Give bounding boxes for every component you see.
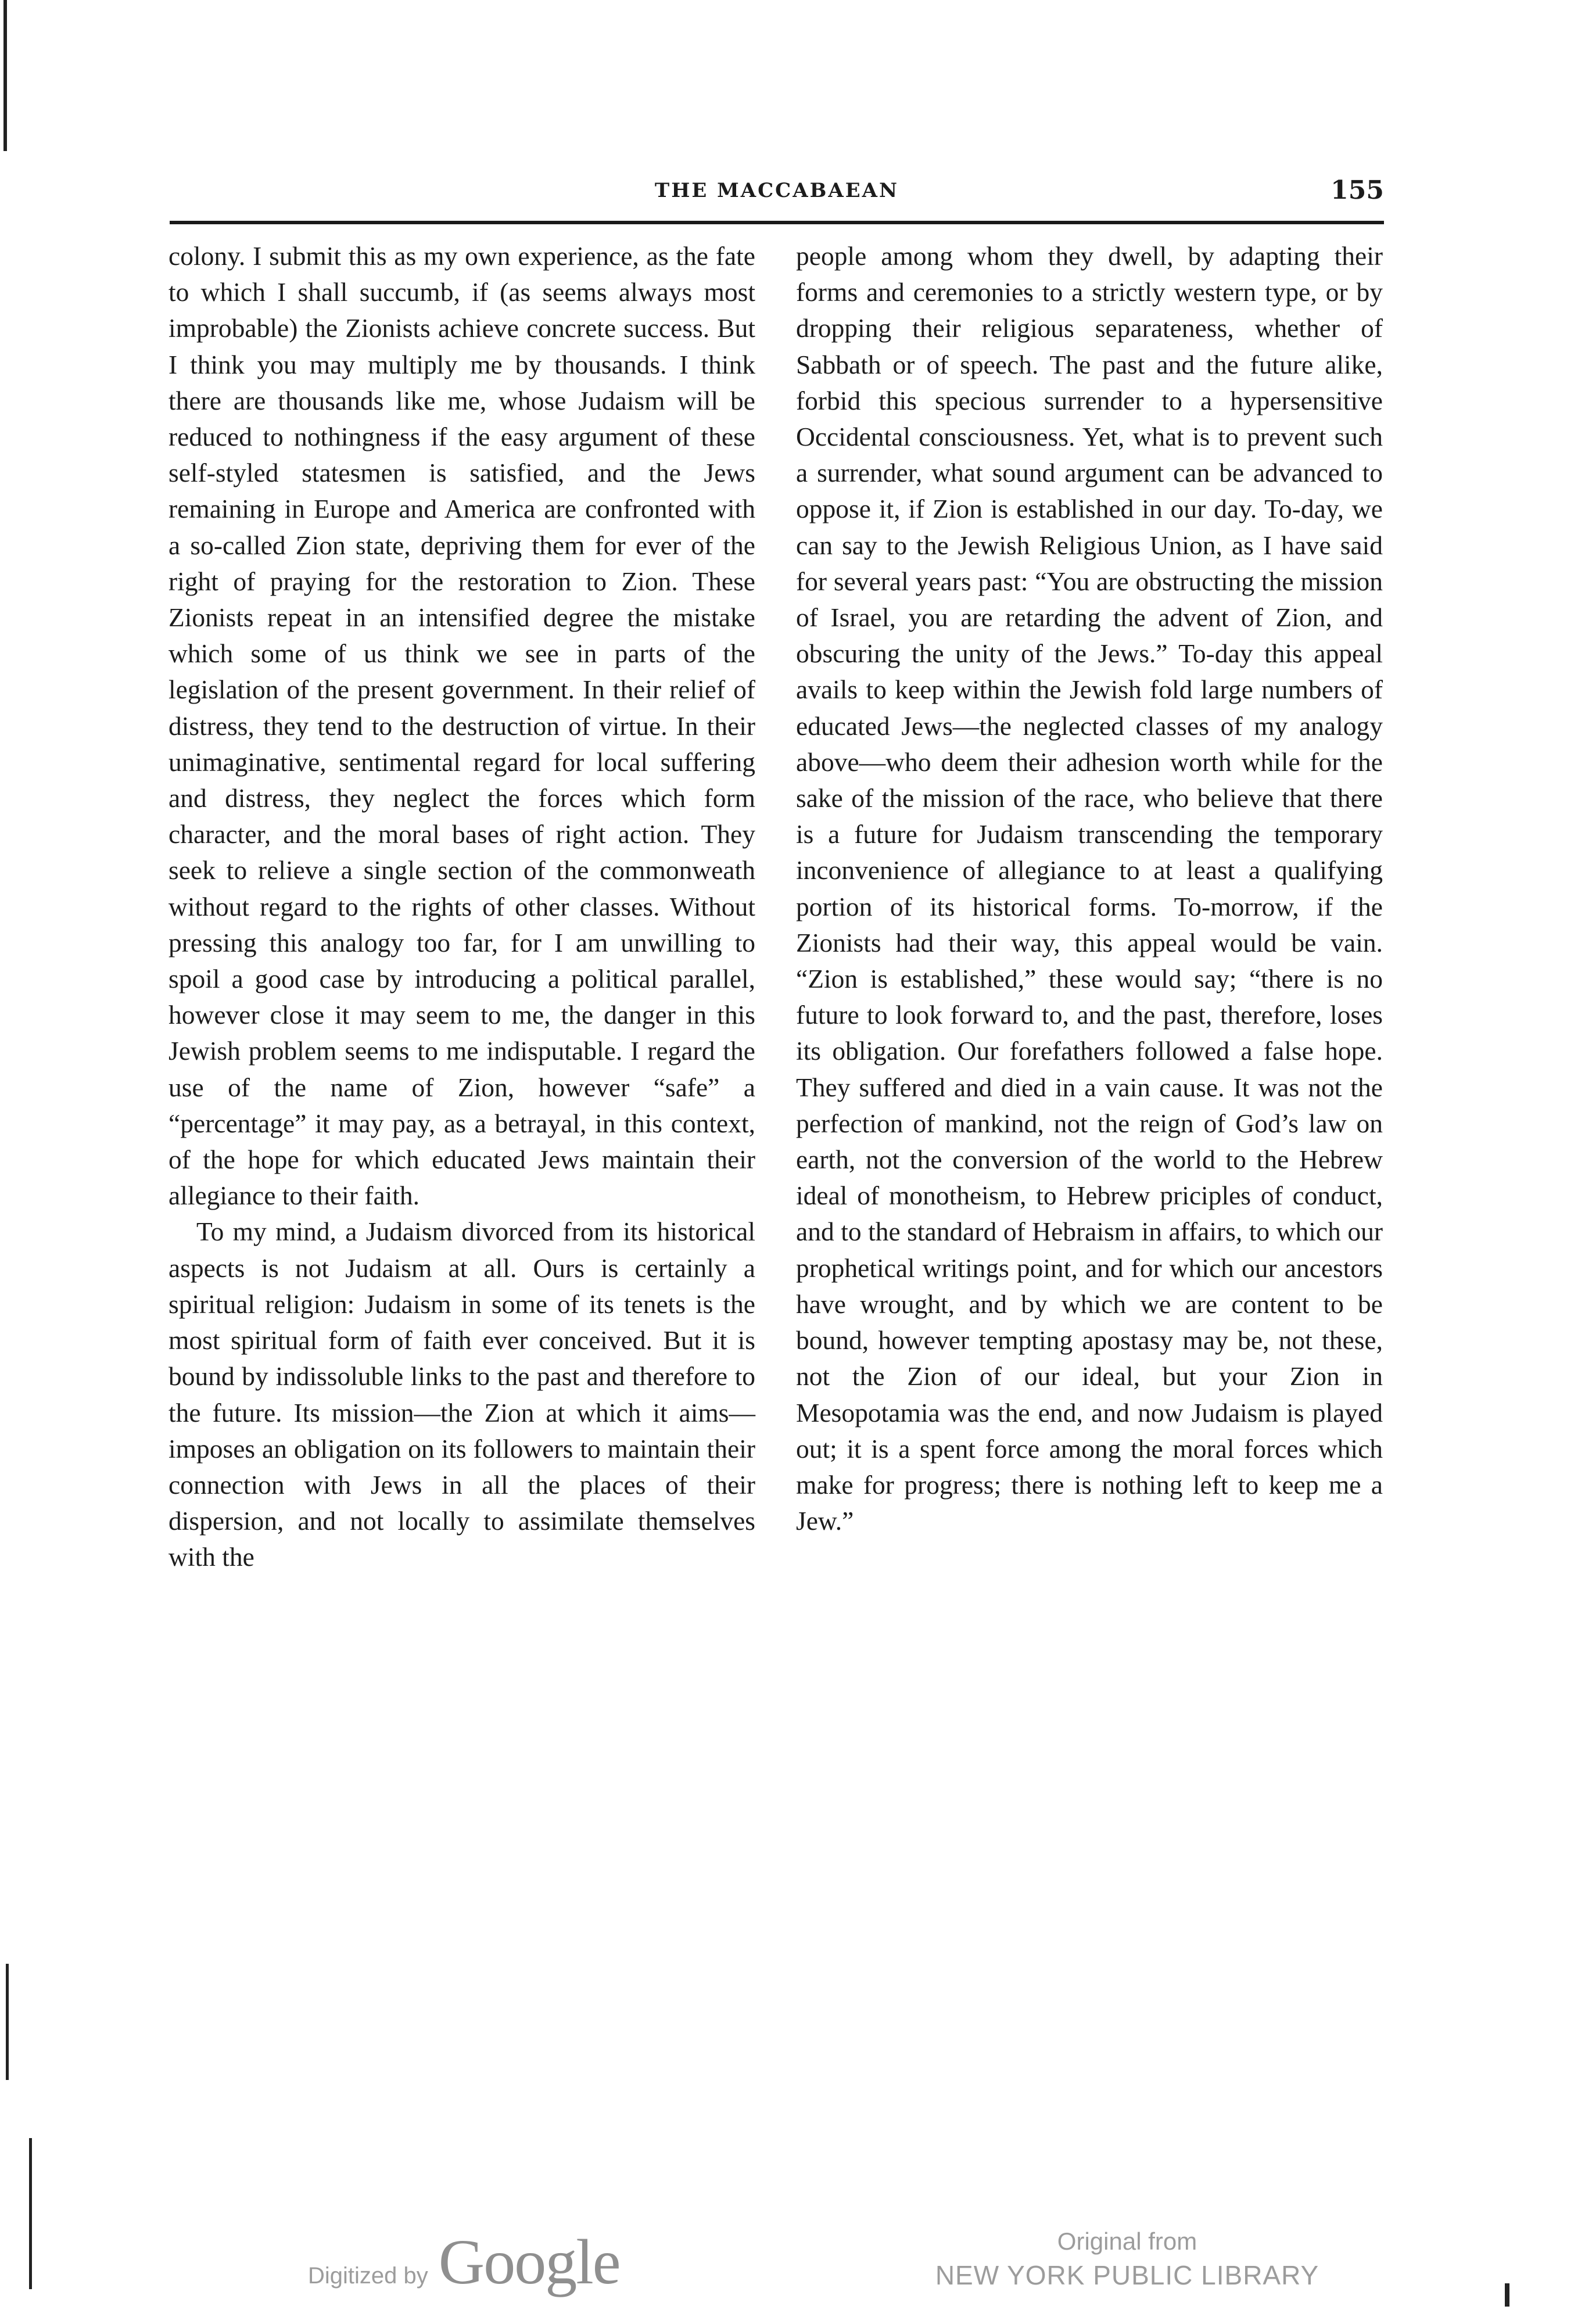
source-line-library: NEW YORK PUBLIC LIBRARY — [935, 2260, 1319, 2290]
running-head: THE MACCABAEAN — [654, 179, 899, 202]
source-line-original: Original from — [1057, 2228, 1197, 2255]
digitized-label: Digitized by — [308, 2263, 428, 2289]
source-attribution — [906, 2225, 1348, 2293]
paragraph: colony. I submit this as my own experience, as the fate to which I shall succumb, if (as seems always most improbable) the Zionists achieve concrete success. But I think you may multiply me by thousands. I think there are thousands like me, whose Judaism will be reduced to nothingness if the easy argument of these self-styled statesmen is satisfied, and the Jews remaining in Europe and America are confronted with a so-called Zion state, depriving them for ever of the right of praying for the restoration to Zion. These Zionists repeat in an intensified degree the mistake which some of us think we see in parts of the legislation of the present government. In their relief of distress, they tend to the destruction of virtue. In their unimaginative, sentimental regard for local suffering and distress, they neglect the forces which form character, and the moral bases of right action. They seek to relieve a single section of the commonweath without regard to the rights of other classes. Without pressing this analogy too far, for I am unwilling to spoil a good case by introducing a political parallel, however close it may seem to me, the danger in this Jewish problem seems to me indisputable. I regard the use of the name of Zion, however “safe” a “percentage” it may pay, as a betrayal, in this context, of the hope for which educated Jews maintain their allegiance to their faith. — [168, 241, 755, 1211]
scan-edge-mark — [6, 1964, 9, 2080]
paragraph: people among whom they dwell, by adapting their forms and ceremonies to a strictly western type, or by dropping their religious separateness, whether of Sabbath or of speech. The past and the future alike, forbid this specious surrender to a hypersensitive Occidental consciousness. Yet, what is to prevent such a surrender, what sound argument can be advanced to oppose it, if Zion is established in our day. To-day, we can say to the Jewish Religious Union, as I have said for several years past: “You are obstructing the mission of Israel, you are retarding the advent of Zion, and obscuring the unity of the Jews.” To-day this appeal avails to keep within the Jewish fold large numbers of educated Jews—the neglected classes of my analogy above—who deem their adhesion worth while for the sake of the mission of the race, who believe that there is a future for Judaism transcending the temporary inconvenience of allegiance to at least a qualifying portion of its historical forms. To-morrow, if the Zionists had their way, this appeal would be vain. “Zion is established,” these would say; “there is no future to look forward to, and the past, therefore, loses its obligation. Our forefathers followed a false hope. They suffered and died in a vain cause. It was not the perfection of mankind, not the reign of God’s law on earth, not the conversion of the world to the Hebrew ideal of monotheism, to Hebrew priciples of conduct, and to the standard of Hebraism in affairs, to which our prophetical writings point, and for which our ancestors have wrought, and by which we are content to be bound, however tempting apostasy may be, not these, not the Zion of our ideal, but your Zion in Mesopotamia was the end, and now Judaism is played out; it is a spent force among the moral forces which make for progress; there is nothing left to keep me a Jew.” — [796, 241, 1383, 1536]
page-header — [170, 174, 1384, 224]
scan-edge-mark — [29, 2138, 32, 2289]
digitized-by-google — [308, 2225, 620, 2295]
google-logo: Google — [438, 2226, 620, 2297]
paragraph: To my mind, a Judaism divorced from its historical aspects is not Judaism at all. Ours is certainly a spiritual religion: Judaism in some of its tenets is the most spiritual form of faith ever conceived. But it is bound by indissoluble links to the past and therefore to the future. Its mission—the Zion at which it aims—imposes an obligation on its followers to maintain their connection with Jews in all the places of their dispersion, and not locally to assimilate themselves with the — [168, 1217, 755, 1572]
page-number: 155 — [1331, 175, 1384, 205]
right-column — [796, 238, 1383, 1539]
scan-edge-mark — [1505, 2283, 1509, 2307]
left-column — [168, 238, 755, 1576]
scan-edge-mark — [3, 0, 7, 151]
